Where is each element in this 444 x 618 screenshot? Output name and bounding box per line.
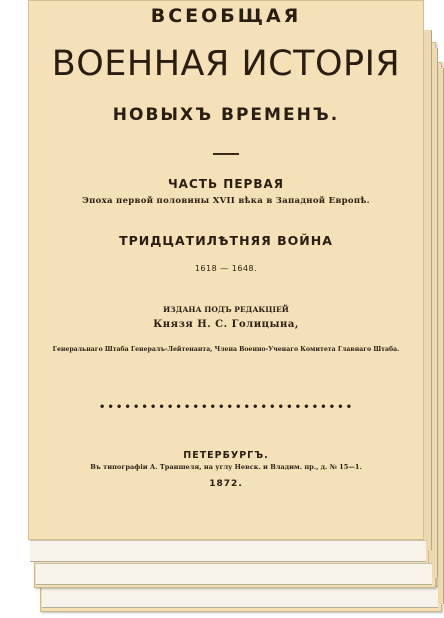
part-subtitle: Эпоха первой половины XVII вѣка в Западной Европѣ. bbox=[82, 196, 370, 206]
subtitle: НОВЫХЪ ВРЕМЕНЪ. bbox=[112, 105, 340, 125]
editor-details: Генеральнаго Штаба Генералъ-Лейтенанта, Члена Военно-Ученаго Комитета Главнаго Штаба. bbox=[52, 346, 400, 353]
year: 1872. bbox=[209, 479, 243, 489]
printer: Въ типографіи А. Траншеля, на углу Невск. и Владим. пр., д. № 15—1. bbox=[90, 463, 362, 471]
series-title: ВСЕОБЩАЯ bbox=[150, 5, 302, 27]
edited-by: ИЗДАНА ПОДЪ РЕДАКЦІЕЙ bbox=[163, 305, 289, 314]
ornament-divider: ∙∙∙∙∙∙∙∙∙∙∙∙∙∙∙∙∙∙∙∙∙∙∙∙∙∙∙∙∙∙ bbox=[98, 399, 354, 413]
book-3-page-edge bbox=[42, 586, 438, 608]
part-label: ЧАСТЬ ПЕРВАЯ bbox=[167, 177, 284, 191]
city: ПЕТЕРБУРГЪ. bbox=[183, 450, 269, 461]
war-title: ТРИДЦАТИЛѢТНЯЯ ВОЙНА bbox=[119, 233, 333, 248]
book-2-page-edge bbox=[36, 563, 432, 585]
main-title: ВОЕННАЯ ИСТОРІЯ bbox=[51, 44, 401, 84]
title-divider bbox=[213, 153, 239, 155]
editor-name: Князя Н. С. Голицына, bbox=[153, 319, 299, 330]
years: 1618 — 1648. bbox=[194, 264, 258, 273]
book-cover bbox=[28, 0, 424, 540]
book-1-page-edge bbox=[30, 540, 426, 562]
